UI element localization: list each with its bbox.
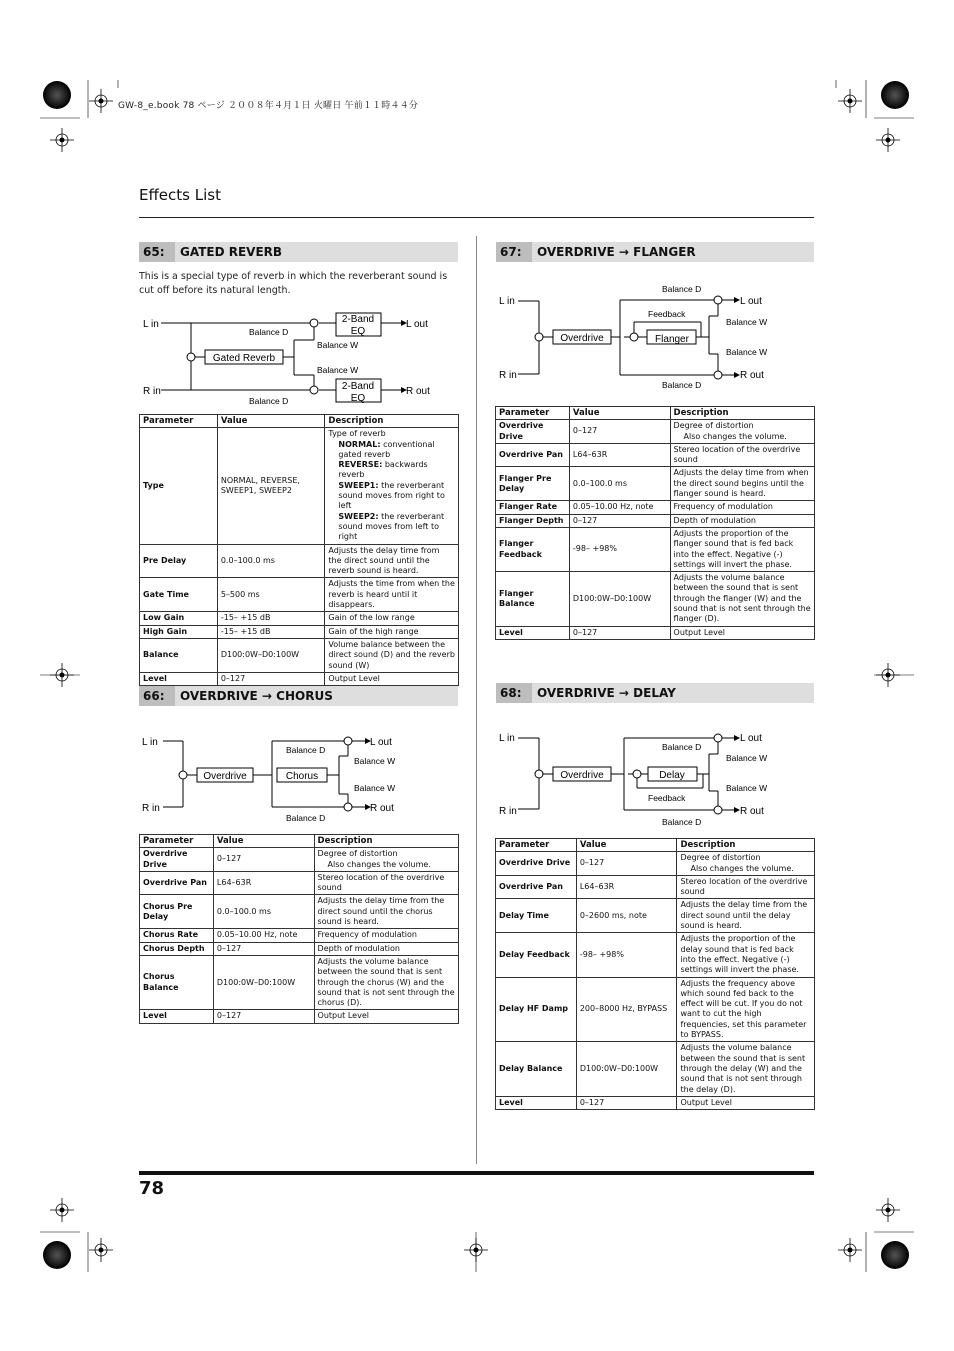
balance-d-label: Balance D bbox=[662, 284, 702, 294]
table-cell: Adjusts the volume balance between the sound that is sent through the chorus (W) and the sound that is not sent through the chorus (D). bbox=[314, 955, 458, 1009]
table-cell: Output Level bbox=[677, 1096, 815, 1109]
section-68-param-table bbox=[495, 838, 815, 1110]
table-cell: Overdrive Drive bbox=[140, 848, 214, 872]
table-row bbox=[140, 428, 459, 544]
table-cell: Adjusts the delay time from the direct sound until the chorus sound is heard. bbox=[314, 895, 458, 929]
section-title: OVERDRIVE → CHORUS bbox=[180, 689, 333, 703]
header-rule bbox=[139, 217, 814, 218]
table-cell: Adjusts the proportion of the flanger sound that is fed back into the effect. Negative (-) settings will invert the phase. bbox=[670, 527, 814, 571]
column-header: Description bbox=[325, 415, 459, 428]
crosshair-icon bbox=[838, 89, 862, 113]
crosshair-icon bbox=[89, 89, 113, 113]
table-cell: Adjusts the proportion of the delay sound that is fed back into the effect. Negative (-) settings will invert the phase. bbox=[677, 933, 815, 977]
table-row bbox=[496, 626, 815, 639]
table-cell: Frequency of modulation bbox=[670, 501, 814, 514]
section-number: 65: bbox=[139, 242, 175, 262]
table-cell: Output Level bbox=[325, 672, 459, 685]
l-in-label: L in bbox=[142, 737, 158, 748]
table-row bbox=[496, 875, 815, 899]
column-header: Description bbox=[677, 839, 815, 852]
table-row bbox=[496, 1096, 815, 1109]
table-cell: Low Gain bbox=[140, 612, 218, 625]
balance-w-label: Balance W bbox=[354, 756, 396, 766]
eq-block-label: EQ bbox=[350, 326, 366, 337]
balance-w-label: Balance W bbox=[726, 347, 768, 357]
column-separator bbox=[476, 236, 477, 1164]
crosshair-icon bbox=[89, 1238, 113, 1262]
column-header: Parameter bbox=[496, 839, 577, 852]
r-out-label: R out bbox=[740, 370, 764, 381]
table-cell: Level bbox=[140, 672, 218, 685]
r-in-label: R in bbox=[142, 803, 160, 814]
section-65-intro: This is a special type of reverb in which the reverberant sound is cut off before its natural length. bbox=[139, 271, 448, 296]
section-67-param-table bbox=[495, 406, 815, 640]
l-in-label: L in bbox=[143, 319, 159, 330]
table-cell: Delay Feedback bbox=[496, 933, 577, 977]
table-cell: Delay HF Damp bbox=[496, 977, 577, 1042]
table-row bbox=[496, 899, 815, 933]
table-cell: Adjusts the time from when the reverb is heard until it disappears. bbox=[325, 578, 459, 612]
table-cell: 0.0–100.0 ms bbox=[569, 467, 670, 501]
table-cell: Overdrive Pan bbox=[496, 875, 577, 899]
table-cell: 0.0–100.0 ms bbox=[217, 544, 325, 578]
balance-d-label: Balance D bbox=[286, 745, 326, 755]
table-row bbox=[140, 955, 459, 1009]
table-cell: Gate Time bbox=[140, 578, 218, 612]
delay-block: Delay bbox=[659, 770, 685, 781]
table-cell: Level bbox=[496, 1096, 577, 1109]
column-header: Value bbox=[213, 835, 314, 848]
table-cell: Chorus Pre Delay bbox=[140, 895, 214, 929]
table-cell: 0.0–100.0 ms bbox=[213, 895, 314, 929]
section-title: GATED REVERB bbox=[180, 245, 283, 259]
l-out-label: L out bbox=[740, 733, 762, 744]
section-number: 66: bbox=[139, 686, 175, 706]
table-cell: 0.05–10.00 Hz, note bbox=[569, 501, 670, 514]
section-number: 68: bbox=[496, 683, 532, 703]
table-row bbox=[496, 977, 815, 1042]
r-in-label: R in bbox=[143, 386, 161, 397]
table-cell: Chorus Depth bbox=[140, 942, 214, 955]
table-row bbox=[140, 942, 459, 955]
table-cell: Level bbox=[140, 1010, 214, 1023]
balance-w-label: Balance W bbox=[726, 783, 768, 793]
page-title: Effects List bbox=[139, 186, 221, 204]
table-cell: Volume balance between the direct sound (D) and the reverb sound (W) bbox=[325, 638, 459, 672]
table-cell: 0–127 bbox=[569, 420, 670, 444]
eq-block-label: 2-Band bbox=[341, 381, 375, 392]
table-cell: -15– +15 dB bbox=[217, 625, 325, 638]
table-row bbox=[496, 1042, 815, 1096]
table-cell: L64–63R bbox=[213, 871, 314, 895]
table-cell: Stereo location of the overdrive sound bbox=[314, 871, 458, 895]
table-cell: Gain of the high range bbox=[325, 625, 459, 638]
table-cell: Delay Balance bbox=[496, 1042, 577, 1096]
column-header: Value bbox=[217, 415, 325, 428]
table-cell: Gain of the low range bbox=[325, 612, 459, 625]
column-header: Parameter bbox=[140, 415, 218, 428]
table-row bbox=[140, 638, 459, 672]
registration-target-icon bbox=[881, 81, 909, 109]
table-cell: D100:0W–D0:100W bbox=[569, 572, 670, 626]
table-cell: 200–8000 Hz, BYPASS bbox=[576, 977, 677, 1042]
overdrive-block: Overdrive bbox=[560, 770, 604, 781]
r-out-label: R out bbox=[370, 803, 394, 814]
table-row bbox=[496, 933, 815, 977]
column-header: Value bbox=[569, 407, 670, 420]
section-67-header bbox=[496, 242, 814, 262]
r-in-label: R in bbox=[499, 806, 517, 817]
table-row bbox=[496, 572, 815, 626]
section-66-param-table bbox=[139, 834, 459, 1024]
table-cell: D100:0W–D0:100W bbox=[213, 955, 314, 1009]
feedback-label: Feedback bbox=[648, 793, 686, 803]
table-row bbox=[140, 848, 459, 872]
table-cell: L64–63R bbox=[576, 875, 677, 899]
r-in-label: R in bbox=[499, 370, 517, 381]
registration-target-icon bbox=[43, 81, 71, 109]
balance-w-label: Balance W bbox=[726, 753, 768, 763]
overdrive-delay-diagram bbox=[496, 724, 816, 832]
l-out-label: L out bbox=[406, 319, 428, 330]
table-cell: 0–127 bbox=[576, 1096, 677, 1109]
table-cell: High Gain bbox=[140, 625, 218, 638]
table-cell: Output Level bbox=[314, 1010, 458, 1023]
table-cell: Adjusts the volume balance between the sound that is sent through the delay (W) and the sound that is not sent through the delay (D). bbox=[677, 1042, 815, 1096]
l-out-label: L out bbox=[370, 737, 392, 748]
table-cell: Output Level bbox=[670, 626, 814, 639]
table-cell: Degree of distortion Also changes the volume. bbox=[670, 420, 814, 444]
table-cell: 0–127 bbox=[569, 514, 670, 527]
table-row bbox=[496, 443, 815, 467]
table-cell: 0–127 bbox=[217, 672, 325, 685]
table-cell: Chorus Rate bbox=[140, 929, 214, 942]
crosshair-icon bbox=[876, 1198, 900, 1222]
table-cell: Overdrive Drive bbox=[496, 852, 577, 876]
section-65-header bbox=[139, 242, 458, 262]
balance-d-label: Balance D bbox=[662, 817, 702, 827]
balance-d-label: Balance D bbox=[249, 327, 289, 337]
table-cell: Overdrive Pan bbox=[140, 871, 214, 895]
table-row bbox=[140, 612, 459, 625]
gated-reverb-block: Gated Reverb bbox=[212, 353, 276, 364]
table-row bbox=[496, 467, 815, 501]
table-row bbox=[140, 871, 459, 895]
page-number: 78 bbox=[139, 1178, 165, 1199]
crosshair-icon bbox=[50, 1198, 74, 1222]
table-cell: Flanger Rate bbox=[496, 501, 570, 514]
balance-d-label: Balance D bbox=[249, 396, 289, 406]
table-cell: 5–500 ms bbox=[217, 578, 325, 612]
table-cell: 0–2600 ms, note bbox=[576, 899, 677, 933]
footer-rule bbox=[139, 1171, 814, 1175]
section-title: OVERDRIVE → DELAY bbox=[537, 686, 676, 700]
balance-w-label: Balance W bbox=[317, 365, 359, 375]
table-row bbox=[140, 929, 459, 942]
table-cell: 0–127 bbox=[576, 852, 677, 876]
table-cell: 0–127 bbox=[213, 848, 314, 872]
balance-w-label: Balance W bbox=[317, 340, 359, 350]
table-row bbox=[140, 578, 459, 612]
eq-block-label: EQ bbox=[350, 393, 366, 404]
balance-d-label: Balance D bbox=[662, 742, 702, 752]
balance-d-label: Balance D bbox=[662, 380, 702, 390]
table-cell: Flanger Feedback bbox=[496, 527, 570, 571]
table-cell bbox=[496, 407, 815, 420]
table-cell: Depth of modulation bbox=[314, 942, 458, 955]
table-row bbox=[140, 672, 459, 685]
table-cell: 0.05–10.00 Hz, note bbox=[213, 929, 314, 942]
crosshair-icon bbox=[876, 128, 900, 152]
section-65-param-table bbox=[139, 414, 459, 686]
table-cell bbox=[140, 415, 459, 428]
table-cell: Degree of distortion Also changes the volume. bbox=[314, 848, 458, 872]
table-row bbox=[140, 625, 459, 638]
column-header: Description bbox=[670, 407, 814, 420]
section-68-header bbox=[496, 683, 814, 703]
table-cell: Degree of distortion Also changes the volume. bbox=[677, 852, 815, 876]
table-cell: -98– +98% bbox=[576, 933, 677, 977]
section-title: OVERDRIVE → FLANGER bbox=[537, 245, 696, 259]
table-cell: Delay Time bbox=[496, 899, 577, 933]
table-cell bbox=[496, 839, 815, 852]
eq-block-label: 2-Band bbox=[341, 314, 375, 325]
table-cell: Adjusts the volume balance between the sound that is sent through the flanger (W) and the sound that is not sent through the flanger (D). bbox=[670, 572, 814, 626]
r-out-label: R out bbox=[406, 386, 430, 397]
table-cell: Type bbox=[140, 428, 218, 544]
table-cell: Flanger Balance bbox=[496, 572, 570, 626]
table-cell: Pre Delay bbox=[140, 544, 218, 578]
overdrive-block: Overdrive bbox=[560, 333, 604, 344]
table-cell: D100:0W–D0:100W bbox=[576, 1042, 677, 1096]
table-cell: Balance bbox=[140, 638, 218, 672]
table-cell: L64–63R bbox=[569, 443, 670, 467]
table-cell: -98– +98% bbox=[569, 527, 670, 571]
table-cell: Flanger Pre Delay bbox=[496, 467, 570, 501]
table-cell: Adjusts the delay time from the direct sound until the delay sound is heard. bbox=[677, 899, 815, 933]
registration-target-icon bbox=[881, 1241, 909, 1269]
l-in-label: L in bbox=[499, 733, 515, 744]
column-header: Parameter bbox=[140, 835, 214, 848]
crosshair-icon bbox=[50, 128, 74, 152]
feedback-label: Feedback bbox=[648, 309, 686, 319]
table-cell: Flanger Depth bbox=[496, 514, 570, 527]
table-cell bbox=[140, 835, 459, 848]
r-out-label: R out bbox=[740, 806, 764, 817]
table-row bbox=[496, 501, 815, 514]
overdrive-chorus-diagram bbox=[139, 728, 459, 828]
l-in-label: L in bbox=[499, 296, 515, 307]
table-cell: -15– +15 dB bbox=[217, 612, 325, 625]
table-cell: Adjusts the delay time from when the direct sound begins until the flanger sound is heard. bbox=[670, 467, 814, 501]
print-info-line: GW-8_e.book 78 ページ ２００８年４月１日 火曜日 午前１１時４４分 bbox=[118, 101, 419, 111]
table-cell: 0–127 bbox=[569, 626, 670, 639]
column-header: Value bbox=[576, 839, 677, 852]
overdrive-flanger-diagram bbox=[496, 282, 816, 394]
table-cell: 0–127 bbox=[213, 942, 314, 955]
table-cell: Chorus Balance bbox=[140, 955, 214, 1009]
registration-target-icon bbox=[43, 1241, 71, 1269]
column-header: Parameter bbox=[496, 407, 570, 420]
crosshair-icon bbox=[838, 1238, 862, 1262]
table-cell: NORMAL, REVERSE, SWEEP1, SWEEP2 bbox=[217, 428, 325, 544]
table-cell: Frequency of modulation bbox=[314, 929, 458, 942]
gated-reverb-diagram bbox=[139, 305, 459, 410]
table-cell: 0–127 bbox=[213, 1010, 314, 1023]
table-cell: Level bbox=[496, 626, 570, 639]
column-header: Description bbox=[314, 835, 458, 848]
table-cell: Depth of modulation bbox=[670, 514, 814, 527]
table-row bbox=[140, 1010, 459, 1023]
section-number: 67: bbox=[496, 242, 532, 262]
table-cell: Type of reverb NORMAL: conventional gated reverb REVERSE: backwards reverb SWEEP1: the reverberant sound moves from right to left SWEEP2: the reverberant sound moves from left to right bbox=[325, 428, 459, 544]
table-cell: Overdrive Pan bbox=[496, 443, 570, 467]
table-cell: Adjusts the frequency above which sound fed back to the effect will be cut. If you do not want to cut the high frequencies, set this parameter to BYPASS. bbox=[677, 977, 815, 1042]
balance-w-label: Balance W bbox=[726, 317, 768, 327]
chorus-block: Chorus bbox=[285, 771, 319, 782]
table-cell: Stereo location of the overdrive sound bbox=[677, 875, 815, 899]
table-row bbox=[496, 420, 815, 444]
table-row bbox=[496, 852, 815, 876]
table-row bbox=[140, 895, 459, 929]
table-cell: Overdrive Drive bbox=[496, 420, 570, 444]
l-out-label: L out bbox=[740, 296, 762, 307]
overdrive-block: Overdrive bbox=[203, 771, 247, 782]
table-row bbox=[140, 544, 459, 578]
table-cell: Adjusts the delay time from the direct sound until the reverb sound is heard. bbox=[325, 544, 459, 578]
section-66-header bbox=[139, 686, 458, 706]
table-row bbox=[496, 527, 815, 571]
balance-w-label: Balance W bbox=[354, 783, 396, 793]
table-cell: D100:0W–D0:100W bbox=[217, 638, 325, 672]
table-cell: Stereo location of the overdrive sound bbox=[670, 443, 814, 467]
flanger-block: Flanger bbox=[655, 334, 689, 345]
table-row bbox=[496, 514, 815, 527]
balance-d-label: Balance D bbox=[286, 813, 326, 823]
